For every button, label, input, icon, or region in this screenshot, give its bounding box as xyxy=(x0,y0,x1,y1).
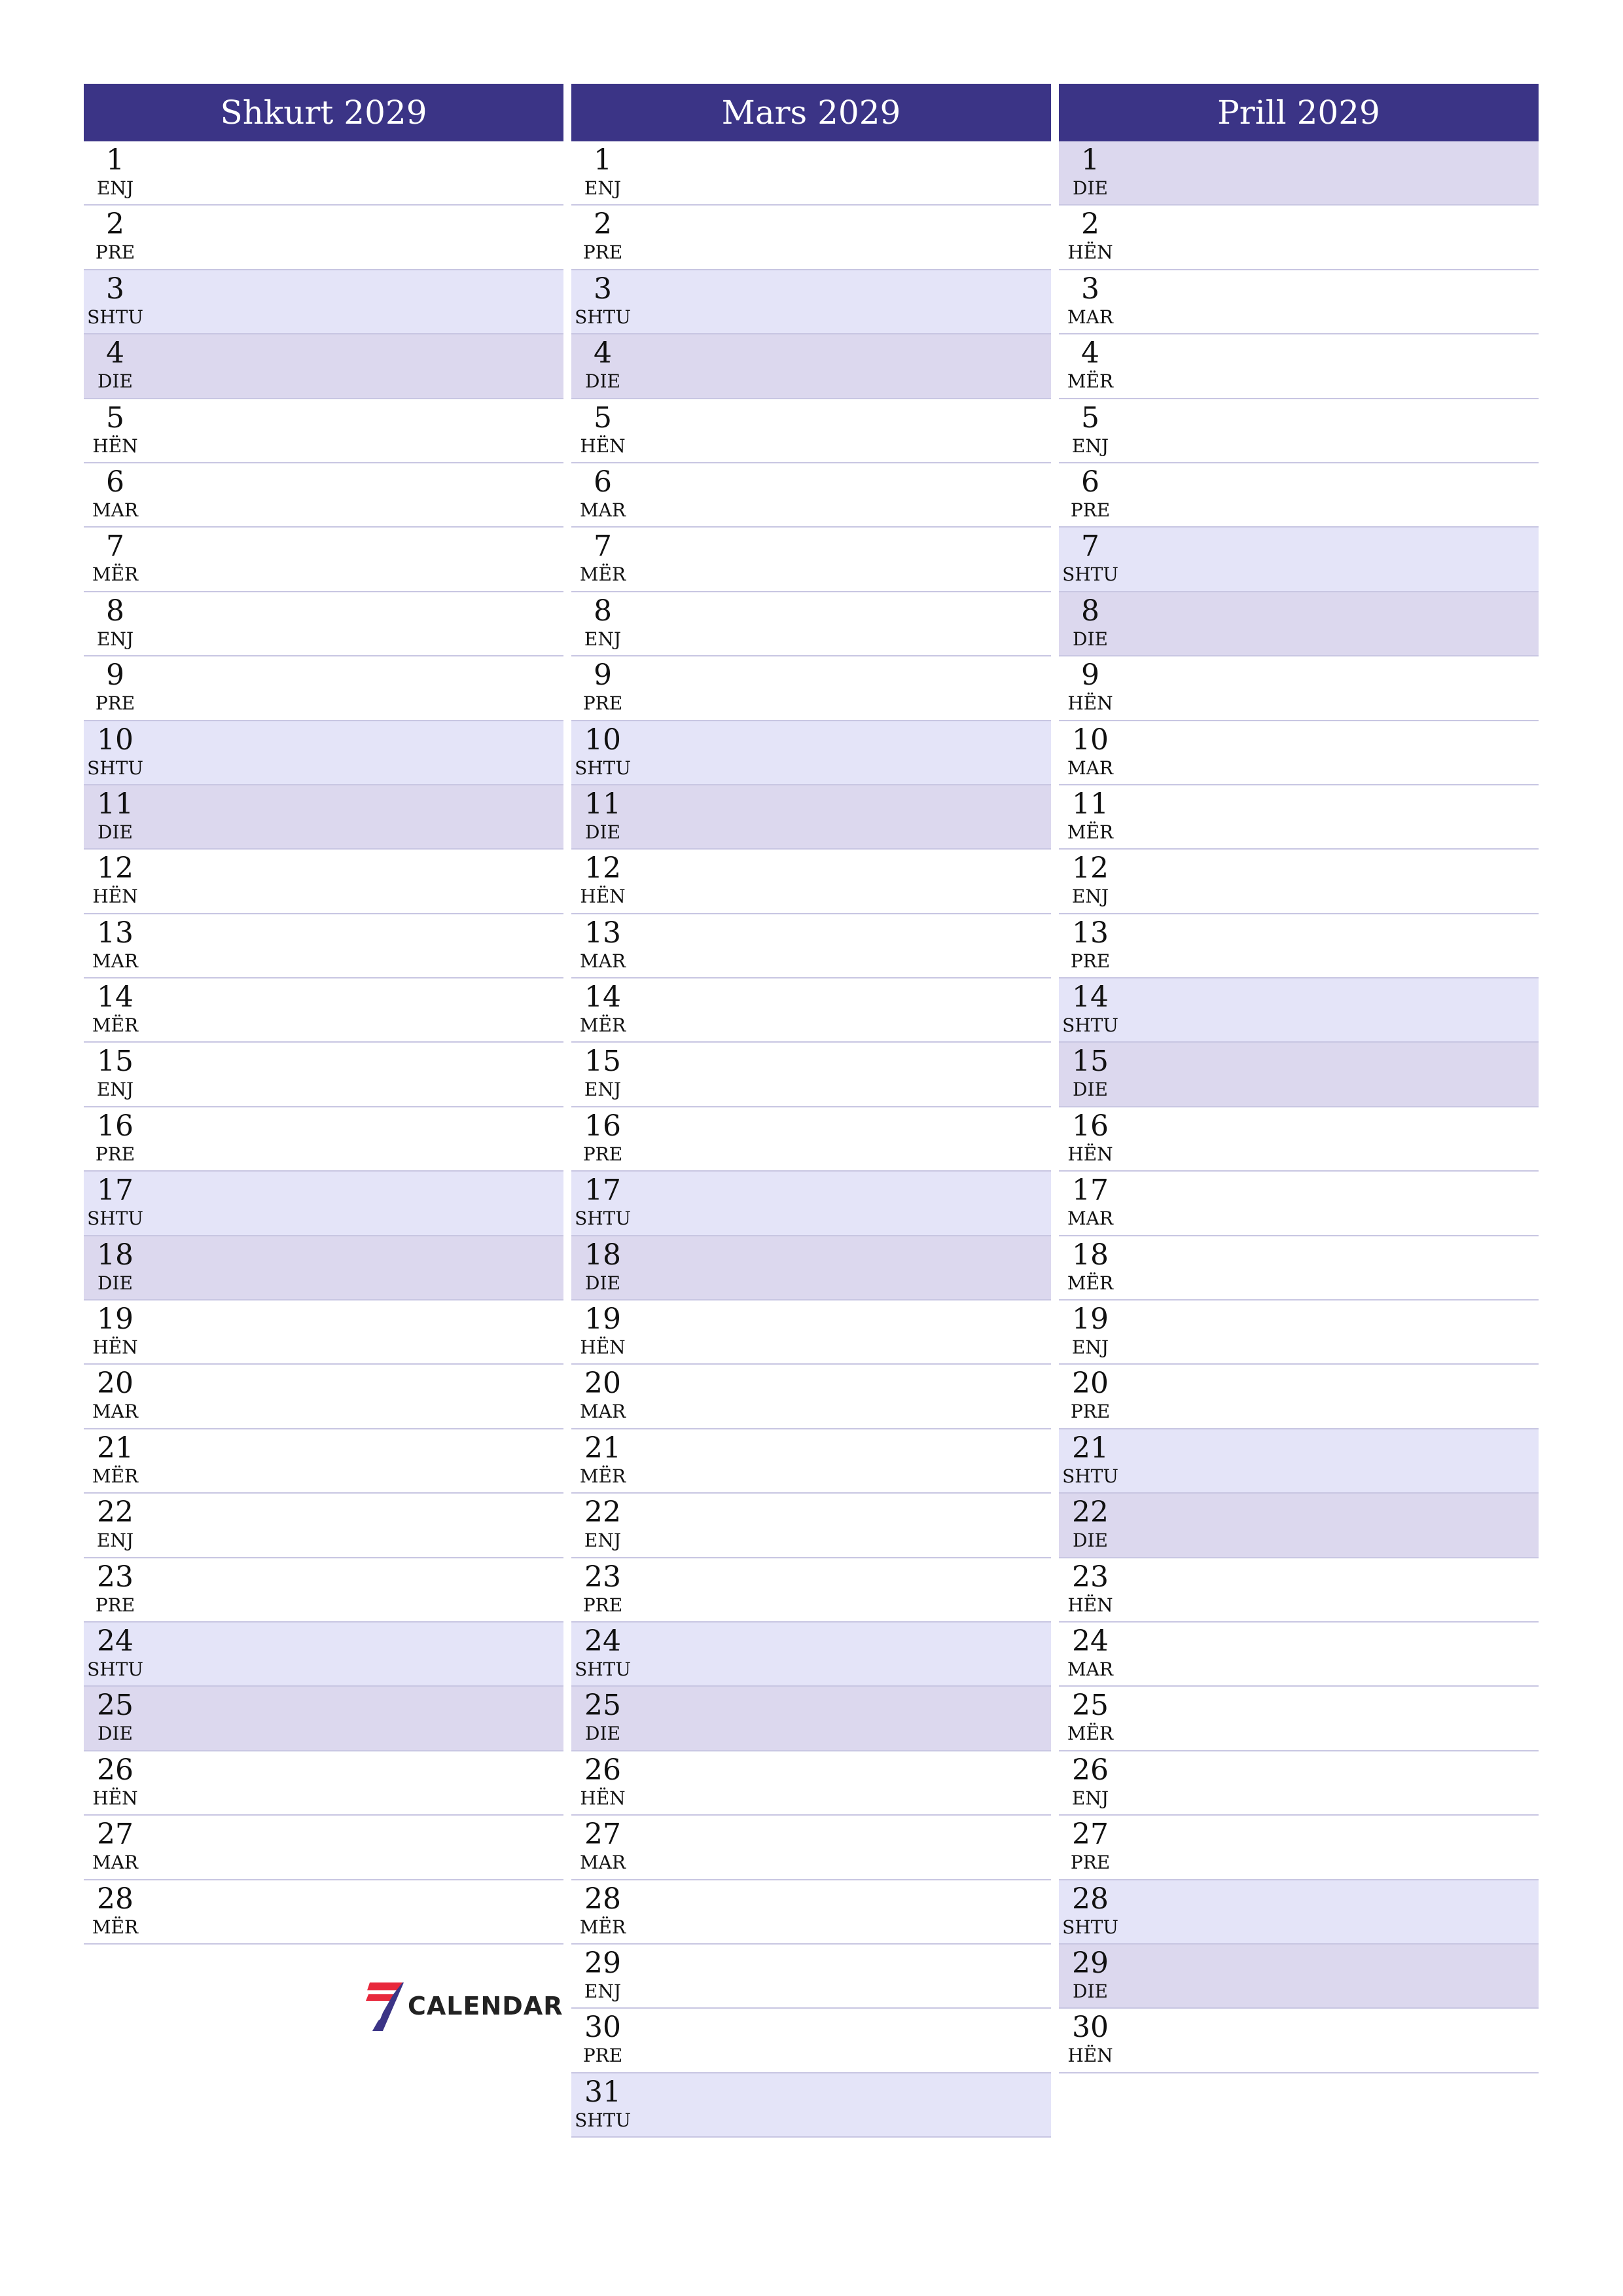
day-number: 8 xyxy=(1081,594,1099,628)
day-row xyxy=(571,334,1051,399)
weekday-label: DIE xyxy=(1073,1079,1108,1101)
weekday-label: MAR xyxy=(1067,1208,1113,1230)
weekday-label: HËN xyxy=(1067,1594,1113,1616)
day-row xyxy=(84,528,563,592)
weekday-label: MAR xyxy=(1067,1658,1113,1680)
day-number: 18 xyxy=(1072,1238,1109,1272)
day-row xyxy=(571,1751,1051,1816)
day-number: 15 xyxy=(584,1045,621,1079)
day-row xyxy=(84,721,563,785)
day-number: 7 xyxy=(594,529,612,564)
weekday-label: HËN xyxy=(1067,692,1113,715)
day-number: 6 xyxy=(1081,465,1099,499)
day-number: 4 xyxy=(106,336,124,370)
day-row xyxy=(571,270,1051,334)
day-row xyxy=(571,1300,1051,1365)
day-number: 23 xyxy=(97,1560,134,1594)
day-row xyxy=(571,656,1051,721)
weekday-label: MËR xyxy=(1067,1272,1114,1294)
day-row xyxy=(84,1107,563,1172)
day-number: 25 xyxy=(1072,1689,1109,1723)
weekday-label: PRE xyxy=(582,2045,623,2067)
day-number: 24 xyxy=(97,1624,134,1658)
day-number: 28 xyxy=(97,1882,134,1916)
day-number: 25 xyxy=(584,1689,621,1723)
day-number: 19 xyxy=(97,1302,134,1336)
weekday-label: DIE xyxy=(585,370,620,393)
weekday-label: ENJ xyxy=(1071,1787,1109,1809)
day-number: 23 xyxy=(584,1560,621,1594)
day-number: 18 xyxy=(584,1238,621,1272)
day-row xyxy=(571,1558,1051,1623)
day-row xyxy=(84,1429,563,1494)
day-row xyxy=(1059,1429,1539,1494)
day-row xyxy=(571,721,1051,785)
day-number: 15 xyxy=(97,1045,134,1079)
day-number: 8 xyxy=(106,594,124,628)
day-number: 11 xyxy=(584,787,621,821)
day-row xyxy=(84,1494,563,1558)
day-row xyxy=(84,334,563,399)
day-row xyxy=(84,141,563,206)
weekday-label: PRE xyxy=(1070,1852,1111,1874)
day-number: 29 xyxy=(1072,1946,1109,1980)
weekday-label: MAR xyxy=(580,950,626,972)
day-row xyxy=(571,592,1051,656)
day-number: 27 xyxy=(97,1818,134,1852)
weekday-label: MAR xyxy=(580,499,626,521)
weekday-label: HËN xyxy=(580,886,626,908)
day-row xyxy=(571,2009,1051,2073)
weekday-label: SHTU xyxy=(1062,1465,1118,1487)
day-row xyxy=(571,399,1051,463)
day-row xyxy=(1059,1751,1539,1816)
weekday-label: HËN xyxy=(580,435,626,457)
day-number: 24 xyxy=(1072,1624,1109,1658)
day-number: 21 xyxy=(1072,1431,1109,1465)
day-number: 26 xyxy=(1072,1753,1109,1787)
day-row xyxy=(1059,1494,1539,1558)
weekday-label: SHTU xyxy=(87,1208,143,1230)
weekday-label: DIE xyxy=(585,1723,620,1745)
day-row xyxy=(1059,1172,1539,1236)
weekday-label: DIE xyxy=(585,821,620,843)
month-title: Prill 2029 xyxy=(1059,84,1539,141)
day-number: 24 xyxy=(584,1624,621,1658)
day-row xyxy=(1059,592,1539,656)
day-number: 9 xyxy=(1081,658,1099,692)
day-number: 2 xyxy=(1081,207,1099,242)
day-list xyxy=(571,141,1051,2138)
weekday-label: DIE xyxy=(98,1272,133,1294)
day-number: 19 xyxy=(584,1302,621,1336)
weekday-label: SHTU xyxy=(575,757,631,779)
weekday-label: DIE xyxy=(1073,628,1108,650)
day-number: 30 xyxy=(584,2011,621,2045)
day-row xyxy=(1059,528,1539,592)
weekday-label: HËN xyxy=(1067,242,1113,264)
day-number: 16 xyxy=(97,1109,134,1143)
day-number: 26 xyxy=(97,1753,134,1787)
day-row xyxy=(84,850,563,914)
weekday-label: ENJ xyxy=(584,1079,622,1101)
day-number: 31 xyxy=(584,2075,621,2109)
weekday-label: ENJ xyxy=(584,1530,622,1552)
weekday-label: PRE xyxy=(95,692,135,715)
day-number: 27 xyxy=(1072,1818,1109,1852)
day-number: 10 xyxy=(584,723,621,757)
day-number: 21 xyxy=(584,1431,621,1465)
day-row xyxy=(571,1172,1051,1236)
weekday-label: PRE xyxy=(1070,950,1111,972)
weekday-label: HËN xyxy=(92,886,138,908)
day-row xyxy=(1059,721,1539,785)
weekday-label: MËR xyxy=(579,564,626,586)
weekday-label: ENJ xyxy=(1071,886,1109,908)
weekday-label: ENJ xyxy=(584,177,622,199)
day-row xyxy=(1059,1365,1539,1429)
day-number: 12 xyxy=(97,852,134,886)
day-number: 14 xyxy=(1072,980,1109,1014)
weekday-label: MËR xyxy=(579,1014,626,1037)
day-list xyxy=(84,141,563,1945)
day-row xyxy=(1059,1623,1539,1687)
day-row xyxy=(84,1623,563,1687)
day-row xyxy=(1059,2009,1539,2073)
day-row xyxy=(571,1623,1051,1687)
day-row xyxy=(84,206,563,270)
day-number: 10 xyxy=(97,723,134,757)
day-number: 30 xyxy=(1072,2011,1109,2045)
weekday-label: MËR xyxy=(579,1916,626,1938)
weekday-label: DIE xyxy=(1073,1530,1108,1552)
weekday-label: SHTU xyxy=(575,1208,631,1230)
weekday-label: SHTU xyxy=(1062,564,1118,586)
day-list xyxy=(1059,141,1539,2073)
day-number: 20 xyxy=(97,1367,134,1401)
weekday-label: PRE xyxy=(582,1594,623,1616)
weekday-label: ENJ xyxy=(96,177,134,199)
weekday-label: HËN xyxy=(92,435,138,457)
day-number: 20 xyxy=(1072,1367,1109,1401)
day-number: 11 xyxy=(97,787,134,821)
day-row xyxy=(571,463,1051,528)
day-number: 21 xyxy=(97,1431,134,1465)
day-row xyxy=(571,141,1051,206)
weekday-label: SHTU xyxy=(575,1658,631,1680)
day-row xyxy=(84,1172,563,1236)
weekday-label: PRE xyxy=(95,1143,135,1165)
day-row xyxy=(571,528,1051,592)
weekday-label: MËR xyxy=(1067,821,1114,843)
day-row xyxy=(84,1816,563,1880)
weekday-label: PRE xyxy=(1070,499,1111,521)
weekday-label: MAR xyxy=(92,950,138,972)
day-number: 22 xyxy=(97,1496,134,1530)
weekday-label: SHTU xyxy=(1062,1916,1118,1938)
day-row xyxy=(1059,1880,1539,1945)
day-number: 25 xyxy=(97,1689,134,1723)
day-row xyxy=(571,850,1051,914)
day-row xyxy=(1059,785,1539,850)
day-number: 7 xyxy=(1081,529,1099,564)
day-number: 1 xyxy=(106,143,124,177)
day-number: 18 xyxy=(97,1238,134,1272)
day-number: 28 xyxy=(584,1882,621,1916)
weekday-label: MAR xyxy=(580,1852,626,1874)
day-number: 13 xyxy=(1072,916,1109,950)
seven-logo-icon xyxy=(363,1980,404,2032)
weekday-label: ENJ xyxy=(1071,1336,1109,1359)
day-number: 10 xyxy=(1072,723,1109,757)
weekday-label: MËR xyxy=(92,1465,139,1487)
weekday-label: MËR xyxy=(1067,1723,1114,1745)
day-number: 8 xyxy=(594,594,612,628)
weekday-label: MAR xyxy=(1067,306,1113,328)
weekday-label: PRE xyxy=(582,1143,623,1165)
weekday-label: HËN xyxy=(580,1336,626,1359)
day-number: 23 xyxy=(1072,1560,1109,1594)
day-row xyxy=(571,785,1051,850)
day-number: 6 xyxy=(594,465,612,499)
day-number: 17 xyxy=(584,1174,621,1208)
day-row xyxy=(84,1043,563,1107)
weekday-label: SHTU xyxy=(575,306,631,328)
day-row xyxy=(84,463,563,528)
day-number: 3 xyxy=(106,272,124,306)
day-row xyxy=(1059,206,1539,270)
day-row xyxy=(84,1880,563,1945)
day-row xyxy=(1059,1558,1539,1623)
month-title: Shkurt 2029 xyxy=(84,84,563,141)
day-row xyxy=(571,1429,1051,1494)
weekday-label: DIE xyxy=(98,1723,133,1745)
day-number: 27 xyxy=(584,1818,621,1852)
calendar-logo xyxy=(363,1980,563,2032)
day-row xyxy=(571,1107,1051,1172)
day-number: 11 xyxy=(1072,787,1109,821)
day-row xyxy=(1059,978,1539,1043)
weekday-label: ENJ xyxy=(96,628,134,650)
weekday-label: MAR xyxy=(92,1401,138,1423)
day-number: 13 xyxy=(584,916,621,950)
day-row xyxy=(1059,850,1539,914)
day-number: 5 xyxy=(1081,401,1099,435)
weekday-label: ENJ xyxy=(1071,435,1109,457)
weekday-label: HËN xyxy=(1067,1143,1113,1165)
day-number: 22 xyxy=(584,1496,621,1530)
weekday-label: HËN xyxy=(580,1787,626,1809)
month-column xyxy=(84,84,563,1945)
day-number: 26 xyxy=(584,1753,621,1787)
day-row xyxy=(1059,270,1539,334)
day-number: 6 xyxy=(106,465,124,499)
day-number: 12 xyxy=(584,852,621,886)
day-row xyxy=(571,1880,1051,1945)
day-row xyxy=(84,1300,563,1365)
weekday-label: PRE xyxy=(582,242,623,264)
day-number: 4 xyxy=(1081,336,1099,370)
weekday-label: DIE xyxy=(585,1272,620,1294)
day-number: 2 xyxy=(594,207,612,242)
day-number: 14 xyxy=(97,980,134,1014)
day-row xyxy=(571,1365,1051,1429)
day-row xyxy=(571,1687,1051,1751)
weekday-label: PRE xyxy=(95,242,135,264)
weekday-label: DIE xyxy=(98,821,133,843)
day-number: 20 xyxy=(584,1367,621,1401)
month-column xyxy=(571,84,1051,2138)
weekday-label: ENJ xyxy=(96,1079,134,1101)
day-row xyxy=(1059,463,1539,528)
day-row xyxy=(84,785,563,850)
day-row xyxy=(571,2073,1051,2138)
day-row xyxy=(571,1816,1051,1880)
day-row xyxy=(1059,1236,1539,1300)
day-number: 15 xyxy=(1072,1045,1109,1079)
day-number: 5 xyxy=(594,401,612,435)
day-number: 29 xyxy=(584,1946,621,1980)
weekday-label: DIE xyxy=(1073,1980,1108,2002)
day-number: 16 xyxy=(1072,1109,1109,1143)
weekday-label: PRE xyxy=(1070,1401,1111,1423)
day-row xyxy=(571,1043,1051,1107)
day-number: 1 xyxy=(594,143,612,177)
day-number: 16 xyxy=(584,1109,621,1143)
day-row xyxy=(84,1236,563,1300)
weekday-label: SHTU xyxy=(87,757,143,779)
day-number: 1 xyxy=(1081,143,1099,177)
weekday-label: ENJ xyxy=(584,1980,622,2002)
day-row xyxy=(84,1558,563,1623)
day-row xyxy=(1059,1687,1539,1751)
day-row xyxy=(1059,334,1539,399)
weekday-label: MËR xyxy=(92,1916,139,1938)
month-title: Mars 2029 xyxy=(571,84,1051,141)
day-number: 13 xyxy=(97,916,134,950)
weekday-label: HËN xyxy=(1067,2045,1113,2067)
day-row xyxy=(571,914,1051,978)
day-row xyxy=(571,1945,1051,2009)
day-number: 4 xyxy=(594,336,612,370)
day-row xyxy=(84,656,563,721)
weekday-label: MËR xyxy=(92,564,139,586)
weekday-label: ENJ xyxy=(96,1530,134,1552)
day-number: 12 xyxy=(1072,852,1109,886)
day-number: 28 xyxy=(1072,1882,1109,1916)
day-number: 19 xyxy=(1072,1302,1109,1336)
day-row xyxy=(84,1751,563,1816)
day-number: 2 xyxy=(106,207,124,242)
day-row xyxy=(84,270,563,334)
day-row xyxy=(571,1236,1051,1300)
weekday-label: SHTU xyxy=(1062,1014,1118,1037)
weekday-label: PRE xyxy=(95,1594,135,1616)
weekday-label: MËR xyxy=(579,1465,626,1487)
day-row xyxy=(1059,1945,1539,2009)
day-row xyxy=(1059,1107,1539,1172)
day-row xyxy=(1059,914,1539,978)
day-row xyxy=(1059,1043,1539,1107)
weekday-label: MAR xyxy=(580,1401,626,1423)
day-number: 5 xyxy=(106,401,124,435)
month-column xyxy=(1059,84,1539,2073)
weekday-label: DIE xyxy=(1073,177,1108,199)
day-number: 9 xyxy=(106,658,124,692)
weekday-label: ENJ xyxy=(584,628,622,650)
weekday-label: MAR xyxy=(92,499,138,521)
day-number: 7 xyxy=(106,529,124,564)
day-number: 3 xyxy=(1081,272,1099,306)
day-row xyxy=(84,1365,563,1429)
day-row xyxy=(84,1687,563,1751)
weekday-label: HËN xyxy=(92,1787,138,1809)
weekday-label: MAR xyxy=(92,1852,138,1874)
day-number: 17 xyxy=(1072,1174,1109,1208)
weekday-label: SHTU xyxy=(87,306,143,328)
weekday-label: DIE xyxy=(98,370,133,393)
day-row xyxy=(1059,1816,1539,1880)
day-row xyxy=(1059,656,1539,721)
weekday-label: MËR xyxy=(92,1014,139,1037)
weekday-label: MËR xyxy=(1067,370,1114,393)
day-row xyxy=(1059,1300,1539,1365)
day-number: 17 xyxy=(97,1174,134,1208)
day-number: 14 xyxy=(584,980,621,1014)
logo-text: CALENDAR xyxy=(408,1992,563,2020)
day-row xyxy=(84,592,563,656)
day-row xyxy=(1059,399,1539,463)
day-row xyxy=(571,206,1051,270)
weekday-label: PRE xyxy=(582,692,623,715)
day-number: 3 xyxy=(594,272,612,306)
day-row xyxy=(84,978,563,1043)
day-row xyxy=(84,914,563,978)
weekday-label: HËN xyxy=(92,1336,138,1359)
day-row xyxy=(1059,141,1539,206)
weekday-label: SHTU xyxy=(575,2109,631,2131)
day-row xyxy=(84,399,563,463)
day-number: 9 xyxy=(594,658,612,692)
weekday-label: MAR xyxy=(1067,757,1113,779)
day-number: 22 xyxy=(1072,1496,1109,1530)
day-row xyxy=(571,1494,1051,1558)
day-row xyxy=(571,978,1051,1043)
weekday-label: SHTU xyxy=(87,1658,143,1680)
